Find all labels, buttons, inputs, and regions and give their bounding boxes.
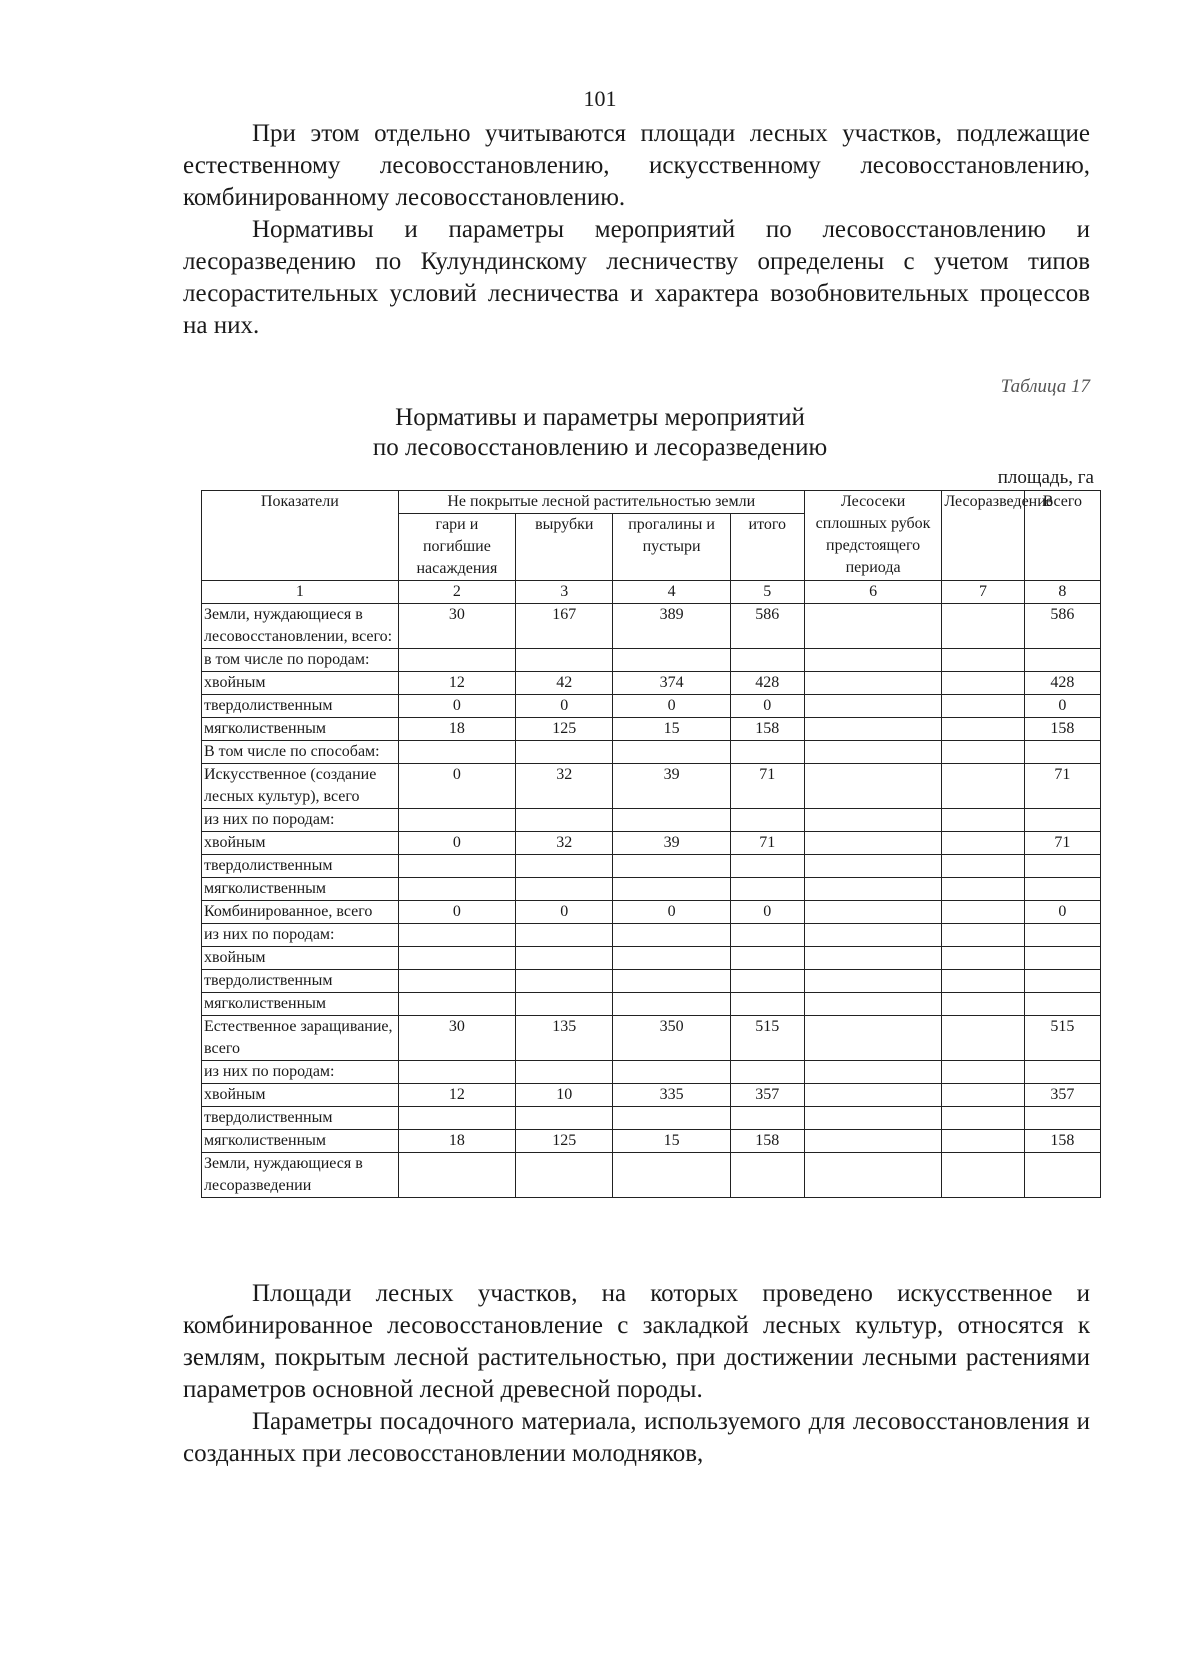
- norms-table-body: [202, 581, 1101, 1198]
- table-cell: [942, 604, 1024, 649]
- table-cell: 0: [398, 832, 515, 855]
- table-cell: [942, 1016, 1024, 1061]
- table-cell: [804, 695, 941, 718]
- row-label: мягколиственным: [202, 1130, 399, 1153]
- table-cell: 350: [613, 1016, 730, 1061]
- table-cell: 158: [730, 718, 804, 741]
- row-label: хвойным: [202, 832, 399, 855]
- table-cell: [613, 741, 730, 764]
- table-cell: [942, 1061, 1024, 1084]
- table-cell: 10: [516, 1084, 613, 1107]
- table-row: [202, 1107, 1101, 1130]
- table-row: [202, 947, 1101, 970]
- table-cell: 39: [613, 764, 730, 809]
- row-label: Комбинированное, всего: [202, 901, 399, 924]
- table-cell: 32: [516, 832, 613, 855]
- table-cell: 125: [516, 718, 613, 741]
- table-cell: [804, 947, 941, 970]
- table-cell: 0: [730, 695, 804, 718]
- table-cell: 586: [730, 604, 804, 649]
- table-row: [202, 1061, 1101, 1084]
- table-cell: [804, 924, 941, 947]
- table-cell: [804, 1130, 941, 1153]
- table-cell: [942, 741, 1024, 764]
- table-cell: [942, 1130, 1024, 1153]
- table-cell: [613, 993, 730, 1016]
- paragraph-planting-material: Параметры посадочного материала, используемого для лесовосстановления и созданных при лесовосстановлении молодняков,: [183, 1408, 1090, 1467]
- table-cell: [730, 993, 804, 1016]
- table-cell: [730, 649, 804, 672]
- table-cell: [804, 649, 941, 672]
- table-cell: [804, 993, 941, 1016]
- table-cell: [516, 993, 613, 1016]
- table-row: [202, 1130, 1101, 1153]
- table-cell: 42: [516, 672, 613, 695]
- table-cell: [516, 649, 613, 672]
- table-cell: 30: [398, 1016, 515, 1061]
- table-cell: 18: [398, 1130, 515, 1153]
- table-cell: [730, 1107, 804, 1130]
- column-index: 3: [516, 581, 613, 604]
- table-units: площадь, га: [997, 467, 1094, 488]
- table-cell: [398, 924, 515, 947]
- table-cell: [804, 718, 941, 741]
- table-row: [202, 809, 1101, 832]
- table-row: [202, 924, 1101, 947]
- page-number: 101: [583, 86, 617, 111]
- table-cell: [942, 649, 1024, 672]
- row-label: Земли, нуждающиеся в лесоразведении: [202, 1153, 399, 1198]
- table-cell: 12: [398, 672, 515, 695]
- table-cell: [804, 604, 941, 649]
- table-cell: [516, 1107, 613, 1130]
- table-cell: [1024, 809, 1100, 832]
- table-cell: 71: [730, 832, 804, 855]
- table-cell: 0: [398, 901, 515, 924]
- table-cell: [804, 741, 941, 764]
- row-label: В том числе по способам:: [202, 741, 399, 764]
- table-cell: 357: [730, 1084, 804, 1107]
- table-cell: [804, 1107, 941, 1130]
- table-cell: [516, 741, 613, 764]
- table-cell: [942, 1084, 1024, 1107]
- row-label: Искусственное (создание лесных культур), всего: [202, 764, 399, 809]
- table-cell: [398, 993, 515, 1016]
- table-cell: 125: [516, 1130, 613, 1153]
- table-cell: [613, 1061, 730, 1084]
- header-glades: прогалины и пустыри: [613, 514, 730, 581]
- row-label: хвойным: [202, 672, 399, 695]
- table-cell: [516, 970, 613, 993]
- table-cell: [613, 1153, 730, 1198]
- row-label: хвойным: [202, 1084, 399, 1107]
- row-label: твердолиственным: [202, 1107, 399, 1130]
- table-row: [202, 993, 1101, 1016]
- table-title-line-2: по лесовосстановлению и лесоразведению: [372, 434, 828, 461]
- table-cell: [730, 924, 804, 947]
- header-burns: гари и погибшие насаждения: [398, 514, 515, 581]
- header-clearcuts: Лесосеки сплошных рубок предстоящего периода: [804, 491, 941, 581]
- row-label: из них по породам:: [202, 809, 399, 832]
- table-cell: [516, 1153, 613, 1198]
- table-cell: [804, 970, 941, 993]
- table-cell: [516, 924, 613, 947]
- row-label: твердолиственным: [202, 695, 399, 718]
- table-cell: [613, 855, 730, 878]
- table-cell: 12: [398, 1084, 515, 1107]
- table-cell: [398, 855, 515, 878]
- table-cell: [804, 832, 941, 855]
- table-cell: [516, 1061, 613, 1084]
- table-cell: [804, 1153, 941, 1198]
- table-cell: [398, 947, 515, 970]
- table-row: [202, 604, 1101, 649]
- table-cell: [398, 1107, 515, 1130]
- column-index: 4: [613, 581, 730, 604]
- table-title: [0, 403, 1200, 463]
- table-cell: 515: [730, 1016, 804, 1061]
- table-cell: [1024, 855, 1100, 878]
- header-cuttings: вырубки: [516, 514, 613, 581]
- table-cell: [804, 878, 941, 901]
- table-cell: [1024, 947, 1100, 970]
- table-cell: [516, 947, 613, 970]
- table-cell: 18: [398, 718, 515, 741]
- header-afforestation: Лесоразведение: [942, 491, 1024, 581]
- table-cell: [613, 649, 730, 672]
- table-cell: [804, 809, 941, 832]
- row-label: мягколиственным: [202, 878, 399, 901]
- table-cell: 0: [516, 695, 613, 718]
- table-row: [202, 878, 1101, 901]
- table-cell: [804, 764, 941, 809]
- table-cell: 0: [1024, 901, 1100, 924]
- table-cell: [730, 809, 804, 832]
- header-indicators: Показатели: [202, 491, 399, 581]
- table-cell: [942, 970, 1024, 993]
- table-cell: [1024, 741, 1100, 764]
- row-label: в том числе по породам:: [202, 649, 399, 672]
- table-cell: 335: [613, 1084, 730, 1107]
- table-cell: [942, 1107, 1024, 1130]
- table-cell: [942, 695, 1024, 718]
- table-cell: [613, 970, 730, 993]
- paragraph-separate-accounting: При этом отдельно учитываются площади лесных участков, подлежащие естественному лесовосстановлению, искусственному лесовосстановлению, комбинированному лесовосстановлению.: [183, 120, 1090, 211]
- table-cell: 71: [1024, 764, 1100, 809]
- table-cell: 0: [398, 764, 515, 809]
- table-cell: [942, 672, 1024, 695]
- table-cell: 167: [516, 604, 613, 649]
- table-cell: [398, 649, 515, 672]
- table-cell: [942, 993, 1024, 1016]
- header-total-all: Всего: [1024, 491, 1100, 581]
- header-total: итого: [730, 514, 804, 581]
- table-cell: [1024, 924, 1100, 947]
- table-cell: [613, 809, 730, 832]
- norms-table: [201, 490, 1101, 1198]
- paragraph-norms-intro: Нормативы и параметры мероприятий по лесовосстановлению и лесоразведению по Кулундинскому лесничеству определены с учетом типов лесорастительных условий лесничества и характера возобновительных процессов на них.: [183, 216, 1090, 339]
- table-cell: [398, 1153, 515, 1198]
- table-cell: [613, 878, 730, 901]
- table-cell: 0: [730, 901, 804, 924]
- paragraph-forest-plots: Площади лесных участков, на которых проведено искусственное и комбинированное лесовосстановление с закладкой лесных культур, относятся к землям, покрытым лесной растительностью, при достижении лесными растениями параметров основной лесной древесной породы.: [183, 1280, 1090, 1403]
- table-cell: [730, 970, 804, 993]
- table-cell: 32: [516, 764, 613, 809]
- row-label: твердолиственным: [202, 855, 399, 878]
- row-label: Естественное заращивание, всего: [202, 1016, 399, 1061]
- row-label: из них по породам:: [202, 1061, 399, 1084]
- table-cell: [1024, 970, 1100, 993]
- column-index: 8: [1024, 581, 1100, 604]
- table-cell: [804, 1084, 941, 1107]
- table-row: [202, 672, 1101, 695]
- table-cell: [398, 809, 515, 832]
- table-cell: [1024, 1061, 1100, 1084]
- table-row: [202, 1016, 1101, 1061]
- table-row: [202, 832, 1101, 855]
- table-row: [202, 649, 1101, 672]
- table-cell: [1024, 1107, 1100, 1130]
- table-cell: [730, 741, 804, 764]
- table-row: [202, 695, 1101, 718]
- table-cell: [804, 901, 941, 924]
- table-cell: [942, 764, 1024, 809]
- table-cell: [1024, 993, 1100, 1016]
- table-cell: [398, 970, 515, 993]
- table-cell: 71: [730, 764, 804, 809]
- table-cell: 389: [613, 604, 730, 649]
- table-cell: 158: [730, 1130, 804, 1153]
- table-cell: 15: [613, 1130, 730, 1153]
- table-cell: 158: [1024, 718, 1100, 741]
- table-title-line-1: Нормативы и параметры мероприятий: [395, 404, 805, 431]
- table-cell: [942, 855, 1024, 878]
- table-cell: [730, 1153, 804, 1198]
- table-cell: [942, 924, 1024, 947]
- table-cell: [398, 1061, 515, 1084]
- table-cell: [730, 878, 804, 901]
- table-cell: 30: [398, 604, 515, 649]
- column-index: 2: [398, 581, 515, 604]
- table-cell: [730, 947, 804, 970]
- table-cell: 0: [613, 901, 730, 924]
- table-cell: 428: [730, 672, 804, 695]
- table-cell: [804, 672, 941, 695]
- table-cell: [942, 832, 1024, 855]
- row-label: Земли, нуждающиеся в лесовосстановлении, всего:: [202, 604, 399, 649]
- column-index-row: [202, 581, 1101, 604]
- table-cell: [1024, 649, 1100, 672]
- table-cell: [1024, 878, 1100, 901]
- row-label: из них по породам:: [202, 924, 399, 947]
- table-cell: [1024, 1153, 1100, 1198]
- table-row: [202, 970, 1101, 993]
- table-cell: [613, 947, 730, 970]
- table-cell: [730, 855, 804, 878]
- table-cell: [398, 741, 515, 764]
- row-label: твердолиственным: [202, 970, 399, 993]
- table-cell: [942, 1153, 1024, 1198]
- table-cell: 15: [613, 718, 730, 741]
- table-cell: [613, 1107, 730, 1130]
- table-cell: 0: [613, 695, 730, 718]
- table-cell: 586: [1024, 604, 1100, 649]
- table-cell: [730, 1061, 804, 1084]
- row-label: хвойным: [202, 947, 399, 970]
- row-label: мягколиственным: [202, 993, 399, 1016]
- table-cell: 71: [1024, 832, 1100, 855]
- table-cell: [516, 878, 613, 901]
- table-row: [202, 764, 1101, 809]
- table-cell: 0: [516, 901, 613, 924]
- table-cell: 515: [1024, 1016, 1100, 1061]
- header-uncovered-lands: Не покрытые лесной растительностью земли: [398, 491, 804, 514]
- row-label: мягколиственным: [202, 718, 399, 741]
- table-cell: 374: [613, 672, 730, 695]
- table-row: [202, 1084, 1101, 1107]
- column-index: 5: [730, 581, 804, 604]
- table-row: [202, 718, 1101, 741]
- table-cell: [804, 1061, 941, 1084]
- table-cell: [398, 878, 515, 901]
- table-cell: 428: [1024, 672, 1100, 695]
- table-row: [202, 741, 1101, 764]
- table-cell: [804, 855, 941, 878]
- table-cell: [516, 809, 613, 832]
- table-cell: 357: [1024, 1084, 1100, 1107]
- table-cell: 135: [516, 1016, 613, 1061]
- table-cell: 0: [1024, 695, 1100, 718]
- table-cell: 0: [398, 695, 515, 718]
- table-cell: [942, 878, 1024, 901]
- table-row: [202, 901, 1101, 924]
- table-number-label: Таблица 17: [1000, 376, 1090, 397]
- table-cell: [613, 924, 730, 947]
- table-cell: [516, 855, 613, 878]
- table-cell: [804, 1016, 941, 1061]
- column-index: 6: [804, 581, 941, 604]
- table-row: [202, 855, 1101, 878]
- table-cell: [942, 809, 1024, 832]
- column-index: 1: [202, 581, 399, 604]
- table-cell: [942, 947, 1024, 970]
- table-row: [202, 1153, 1101, 1198]
- table-cell: [942, 901, 1024, 924]
- table-cell: 158: [1024, 1130, 1100, 1153]
- table-cell: 39: [613, 832, 730, 855]
- column-index: 7: [942, 581, 1024, 604]
- table-cell: [942, 718, 1024, 741]
